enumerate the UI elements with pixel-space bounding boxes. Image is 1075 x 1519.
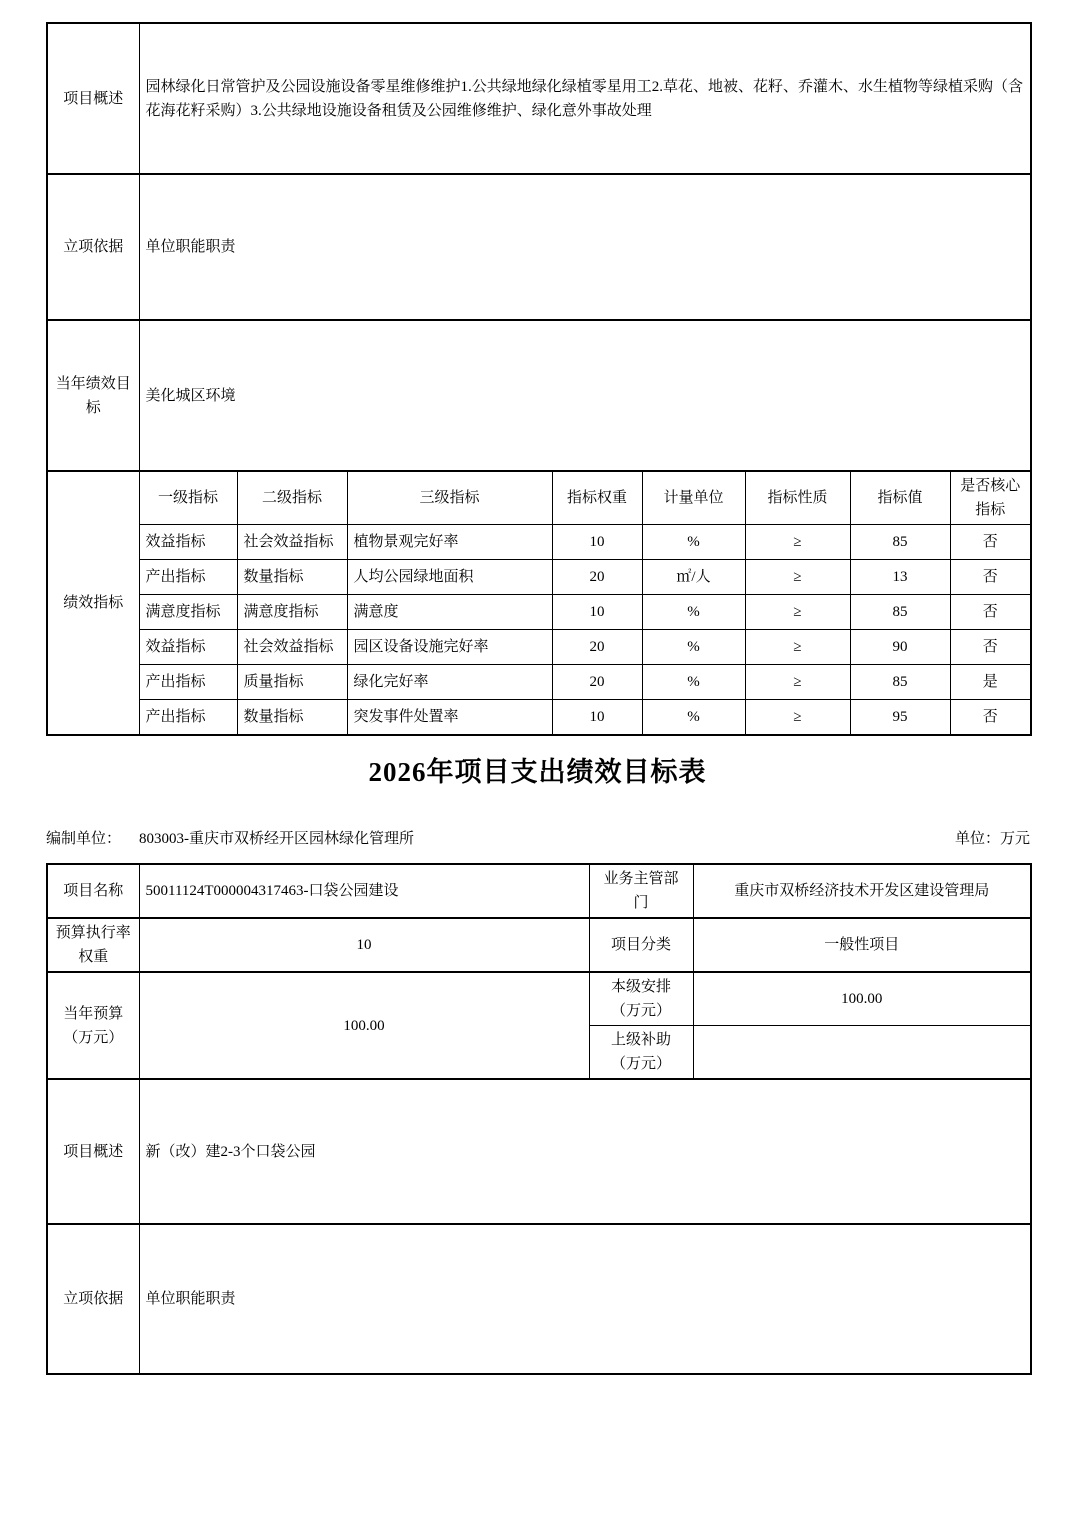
page-title: 2026年项目支出绩效目标表 (368, 757, 707, 787)
project-basis-value: 单位职能职责 (139, 174, 1031, 320)
indicator-row (47, 595, 1031, 630)
indicator-weight: 20 (552, 630, 642, 665)
indicator-level3: 绿化完好率 (347, 665, 552, 700)
indicator-header-level2: 二级指标 (237, 471, 347, 525)
indicator-core: 否 (950, 630, 1031, 665)
indicator-row (47, 630, 1031, 665)
indicator-nature: ≥ (745, 700, 850, 735)
project-name-label: 项目名称 (47, 864, 139, 918)
indicator-header-unit: 计量单位 (642, 471, 745, 525)
indicator-level2: 满意度指标 (237, 595, 347, 630)
indicator-level2: 社会效益指标 (237, 525, 347, 560)
indicator-level1: 满意度指标 (139, 595, 237, 630)
indicator-row (47, 665, 1031, 700)
indicator-unit: % (642, 595, 745, 630)
indicator-weight: 20 (552, 665, 642, 700)
indicator-core: 否 (950, 525, 1031, 560)
indicator-header-nature: 指标性质 (745, 471, 850, 525)
indicator-level1: 效益指标 (139, 525, 237, 560)
indicator-value: 85 (850, 525, 950, 560)
indicator-weight: 10 (552, 700, 642, 735)
project-basis-value: 单位职能职责 (139, 1224, 1031, 1374)
indicator-header-level3: 三级指标 (347, 471, 552, 525)
unit-label: 单位：万元 (954, 831, 1030, 847)
year-budget-value: 100.00 (139, 972, 589, 1079)
performance-target-table-top (46, 22, 1032, 736)
indicator-level2: 质量指标 (237, 665, 347, 700)
header-info-line (46, 827, 1030, 848)
indicator-nature: ≥ (745, 595, 850, 630)
indicator-level3: 园区设备设施完好率 (347, 630, 552, 665)
superior-subsidy-value (693, 1026, 1031, 1080)
indicator-header-level1: 一级指标 (139, 471, 237, 525)
indicator-nature: ≥ (745, 665, 850, 700)
indicator-core: 否 (950, 700, 1031, 735)
indicator-level3: 人均公园绿地面积 (347, 560, 552, 595)
indicator-value: 90 (850, 630, 950, 665)
indicator-level2: 社会效益指标 (237, 630, 347, 665)
indicator-unit: ㎡/人 (642, 560, 745, 595)
indicator-weight: 10 (552, 525, 642, 560)
indicator-value: 85 (850, 665, 950, 700)
category-label: 项目分类 (589, 918, 693, 972)
indicator-header-weight: 指标权重 (552, 471, 642, 525)
prepared-by (46, 827, 414, 848)
project-name-value: 50011124T000004317463-口袋公园建设 (139, 864, 589, 918)
project-target-table (46, 863, 1032, 1375)
dept-label: 业务主管部门 (589, 864, 693, 918)
prepared-by-label: 编制单位： (46, 831, 122, 847)
indicator-unit: % (642, 700, 745, 735)
indicator-header-core: 是否核心指标 (950, 471, 1031, 525)
year-goal-value: 美化城区环境 (139, 320, 1031, 471)
indicator-value: 13 (850, 560, 950, 595)
prepared-by-value: 803003-重庆市双桥经开区园林绿化管理所 (139, 831, 415, 847)
indicator-nature: ≥ (745, 630, 850, 665)
indicator-value: 85 (850, 595, 950, 630)
indicator-unit: % (642, 525, 745, 560)
project-overview-label: 项目概述 (47, 23, 139, 174)
indicator-level1: 效益指标 (139, 630, 237, 665)
project-overview-value: 园林绿化日常管护及公园设施设备零星维修维护1.公共绿地绿化绿植零星用工2.草花、地被、花籽、乔灌木、水生植物等绿植采购（含花海花籽采购）3.公共绿地设施设备租赁及公园维修维护、绿化意外事故处理 (139, 23, 1031, 174)
indicator-level1: 产出指标 (139, 665, 237, 700)
indicator-level2: 数量指标 (237, 560, 347, 595)
indicator-level3: 突发事件处置率 (347, 700, 552, 735)
category-value: 一般性项目 (693, 918, 1031, 972)
project-basis-label: 立项依据 (47, 1224, 139, 1374)
indicator-nature: ≥ (745, 525, 850, 560)
budget-rate-label: 预算执行率权重 (47, 918, 139, 972)
indicator-level1: 产出指标 (139, 700, 237, 735)
local-budget-label: 本级安排（万元） (589, 972, 693, 1026)
project-overview-value: 新（改）建2-3个口袋公园 (139, 1079, 1031, 1224)
local-budget-value: 100.00 (693, 972, 1031, 1026)
indicator-row (47, 700, 1031, 735)
project-overview-label: 项目概述 (47, 1079, 139, 1224)
year-goal-label: 当年绩效目标 (47, 320, 139, 471)
year-budget-label: 当年预算（万元） (47, 972, 139, 1079)
indicator-core: 是 (950, 665, 1031, 700)
dept-value: 重庆市双桥经济技术开发区建设管理局 (693, 864, 1031, 918)
indicator-level3: 植物景观完好率 (347, 525, 552, 560)
indicator-unit: % (642, 665, 745, 700)
indicator-row (47, 525, 1031, 560)
indicator-weight: 20 (552, 560, 642, 595)
indicator-core: 否 (950, 595, 1031, 630)
indicator-section-label: 绩效指标 (47, 471, 139, 735)
indicator-level2: 数量指标 (237, 700, 347, 735)
budget-rate-value: 10 (139, 918, 589, 972)
indicator-nature: ≥ (745, 560, 850, 595)
indicator-row (47, 560, 1031, 595)
indicator-core: 否 (950, 560, 1031, 595)
indicator-value: 95 (850, 700, 950, 735)
indicator-weight: 10 (552, 595, 642, 630)
indicator-level1: 产出指标 (139, 560, 237, 595)
indicator-header-value: 指标值 (850, 471, 950, 525)
indicator-level3: 满意度 (347, 595, 552, 630)
project-basis-label: 立项依据 (47, 174, 139, 320)
superior-subsidy-label: 上级补助（万元） (589, 1026, 693, 1080)
indicator-unit: % (642, 630, 745, 665)
